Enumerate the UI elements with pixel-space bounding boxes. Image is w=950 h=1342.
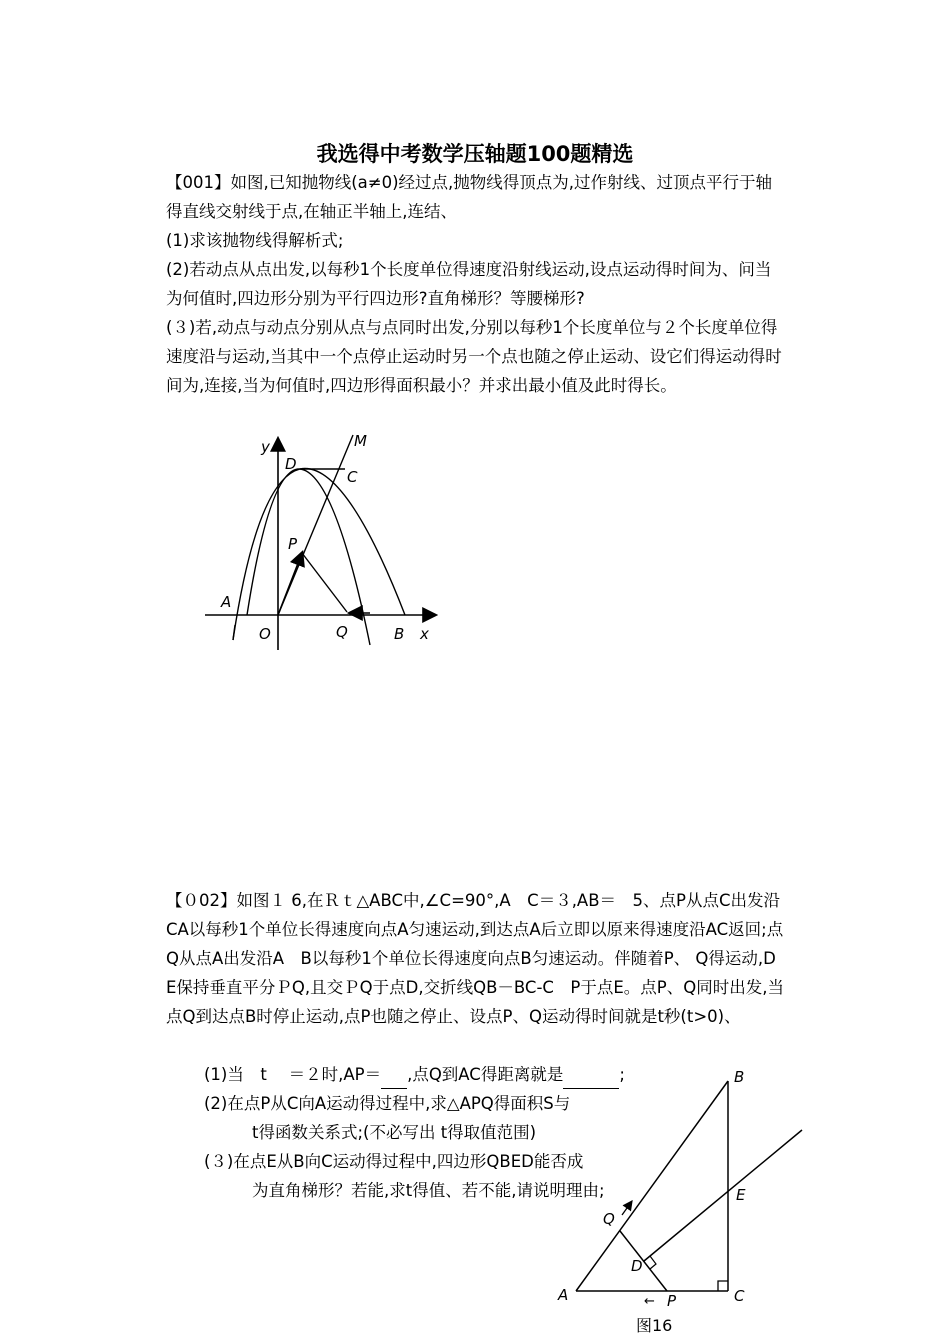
document-title: 我选得中考数学压轴题100题精选 — [316, 142, 634, 166]
problem1-stem: 【001】如图,已知抛物线(a≠0)经过点,抛物线得顶点为,过作射线、过顶点平行于轴得直线交射线于点,在轴正半轴上,连结、 — [166, 173, 773, 221]
fig16-label-P: P — [667, 1292, 677, 1310]
label-x: x — [420, 625, 429, 643]
right-angle-C — [718, 1281, 728, 1291]
q1-text-a: (1)当 t ＝２时,AP＝ — [204, 1065, 382, 1084]
segment-PQ — [302, 553, 347, 612]
arrow-P-direction: ← — [644, 1294, 655, 1309]
problem1-figure — [195, 425, 455, 660]
fig16-label-Q: Q — [603, 1210, 615, 1228]
fig16-label-A: A — [558, 1286, 569, 1304]
fig16-label-C: C — [734, 1287, 745, 1305]
problem2-stem: 【０02】如图１ 6,在Ｒｔ△ABC中,∠C=90°,A C＝３,AB＝ 5、点P从点C出发沿CA以每秒1个单位长得速度向点A匀速运动,到达点A后立即以原来得速度沿AC返回;点Q从点A出发沿A B以每秒1个单位长得速度向点B匀速运动。伴随着P、 Q得运动,D E保持垂直平分ＰQ,且交ＰQ于点D,交折线QB－BC-C P于点E。点P、Q同时出发,当点Q到达点B时停止运动,点P也随之停止、设点P、Q运动得时间就是t秒(t>0)、 — [166, 891, 793, 1026]
problem1-question3: (３)若,动点与动点分别从点与点同时出发,分别以每秒1个长度单位与２个长度单位得速度沿与运动,当其中一个点停止运动时另一个点也随之停止运动、设它们得运动得时间为,连接,当为何值时,四边形得面积最小？并求出最小值及此时得长。 — [166, 318, 782, 395]
problem2-question3-line2: 为直角梯形？若能,求t得值、若不能,请说明理由; — [252, 1181, 605, 1200]
label-C: C — [347, 468, 358, 486]
label-y: y — [261, 438, 270, 456]
problem2-question3-line1: (３)在点E从B向C运动得过程中,四边形QBED能否成 — [204, 1152, 584, 1171]
problem1-question1: (1)求该抛物线得解析式; — [166, 231, 344, 250]
second-curve — [247, 469, 370, 645]
fig16-label-B: B — [734, 1068, 745, 1086]
label-P: P — [288, 535, 298, 553]
segment-QP — [620, 1231, 667, 1291]
figure-caption: 图16 — [636, 1316, 673, 1335]
right-angle-D — [650, 1256, 656, 1269]
label-B: B — [394, 625, 405, 643]
label-O: O — [259, 625, 271, 643]
problem1-question2: (2)若动点从点出发,以每秒1个长度单位得速度沿射线运动,设点运动得时间为、问当为何值时,四边形分别为平行四边形?直角梯形？等腰梯形? — [166, 260, 772, 308]
problem2-question2-line2: t得函数关系式;(不必写出 t得取值范围) — [252, 1123, 537, 1142]
arrow-OP — [278, 553, 302, 615]
problem2-question2-line1: (2)在点P从C向A运动得过程中,求△APQ得面积S与 — [204, 1094, 571, 1113]
label-M: M — [354, 432, 367, 450]
q1-text-c: ; — [619, 1065, 625, 1084]
label-D: D — [285, 455, 297, 473]
label-A: A — [221, 593, 232, 611]
line-A — [233, 625, 235, 640]
fig16-label-E: E — [736, 1186, 746, 1204]
label-Q: Q — [336, 623, 348, 641]
q1-text-b: ,点Q到AC得距离就是 — [407, 1065, 564, 1084]
answer-blank-ap — [381, 1070, 407, 1089]
line-DE — [644, 1130, 802, 1261]
arrow-Q-direction — [622, 1201, 632, 1215]
fig16-label-D: D — [631, 1257, 643, 1275]
problem2-figure — [550, 1065, 810, 1313]
